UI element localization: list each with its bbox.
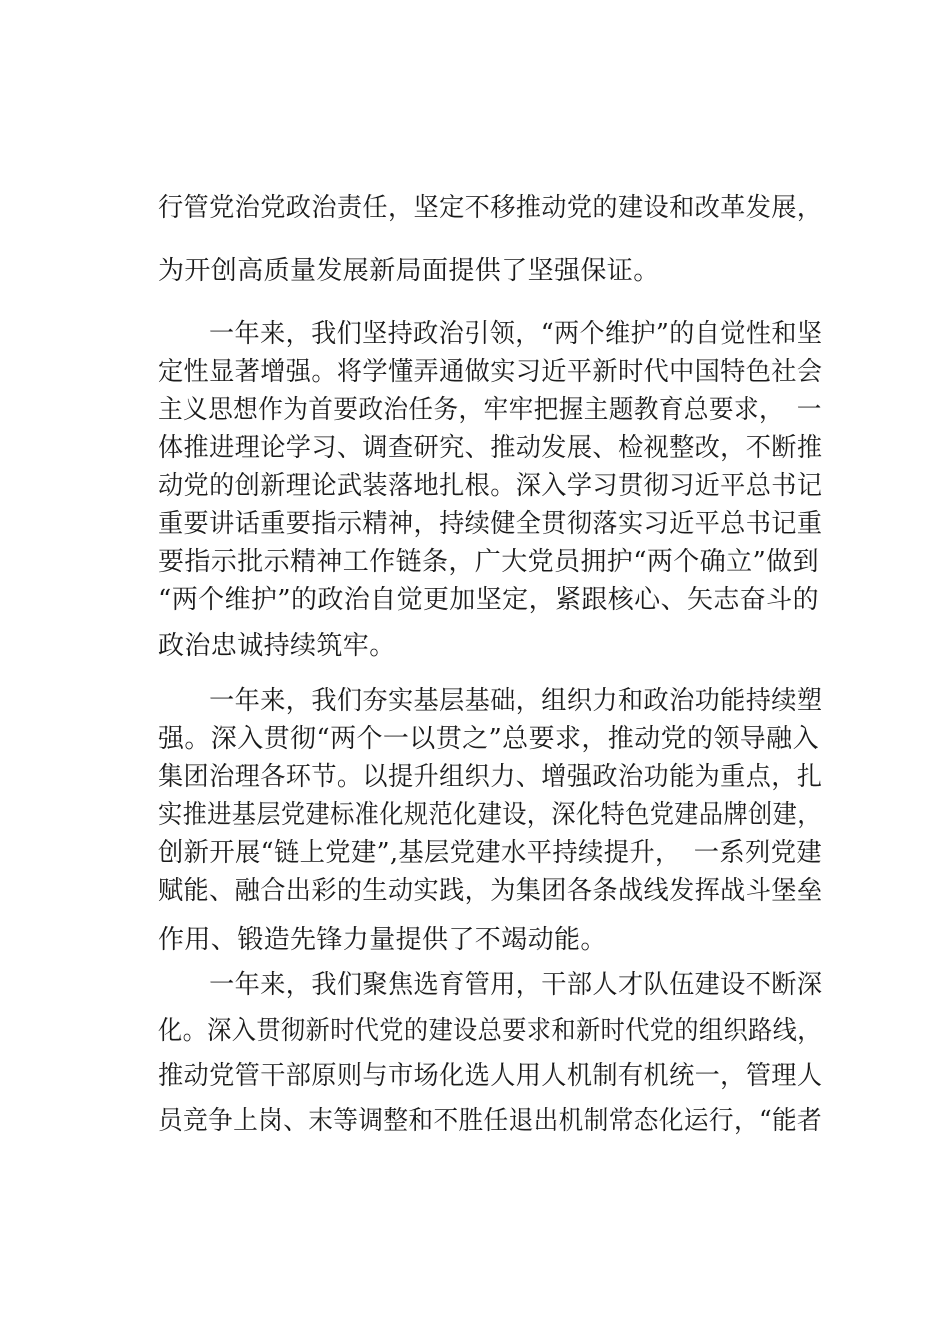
text-line-15: 实推进基层党建标准化规范化建设，深化特色党建品牌创建，: [158, 800, 822, 830]
text-line-13: 强。深入贯彻“两个一以贯之”总要求，推动党的领导融入: [158, 724, 819, 754]
text-line-3: 一年来，我们坚持政治引领，“两个维护”的自觉性和坚: [158, 319, 823, 349]
text-line-6: 体推进理论学习、调查研究、推动发展、检视整改，不断推: [158, 433, 823, 463]
text-line-22: 员竞争上岗、末等调整和不胜任退出机制常态化运行，“能者: [158, 1106, 823, 1136]
text-line-2: 为开创高质量发展新局面提供了坚强保证。: [158, 256, 660, 286]
text-line-7: 动党的创新理论武装落地扎根。深入学习贯彻习近平总书记: [158, 471, 823, 501]
text-line-16: 创新开展“链上党建”,基层党建水平持续提升， 一系列党建: [158, 838, 823, 868]
text-line-17: 赋能、融合出彩的生动实践，为集团各条战线发挥战斗堡垒: [158, 876, 823, 906]
text-line-5: 主义思想作为首要政治任务，牢牢把握主题教育总要求， 一: [158, 395, 822, 425]
text-line-18: 作用、锻造先锋力量提供了不竭动能。: [158, 925, 607, 955]
text-line-14: 集团治理各环节。以提升组织力、增强政治功能为重点，扎: [158, 762, 823, 792]
text-line-19: 一年来，我们聚焦选育管用，干部人才队伍建设不断深: [158, 970, 823, 1000]
text-line-1: 行管党治党政治责任，坚定不移推动党的建设和改革发展，: [158, 193, 823, 223]
text-line-8: 重要讲话重要指示精神，持续健全贯彻落实习近平总书记重: [158, 509, 823, 539]
text-line-21: 推动党管干部原则与市场化选人用人机制有机统一，管理人: [158, 1061, 823, 1091]
text-line-4: 定性显著增强。将学懂弄通做实习近平新时代中国特色社会: [158, 357, 823, 387]
text-line-10: “两个维护”的政治自觉更加坚定，紧跟核心、矢志奋斗的: [158, 585, 819, 615]
text-line-9: 要指示批示精神工作链条，广大党员拥护“两个确立”做到: [158, 547, 819, 577]
text-line-20: 化。深入贯彻新时代党的建设总要求和新时代党的组织路线，: [158, 1016, 822, 1046]
text-line-12: 一年来，我们夯实基层基础，组织力和政治功能持续塑: [158, 686, 823, 716]
text-line-11: 政治忠诚持续筑牢。: [158, 631, 396, 661]
